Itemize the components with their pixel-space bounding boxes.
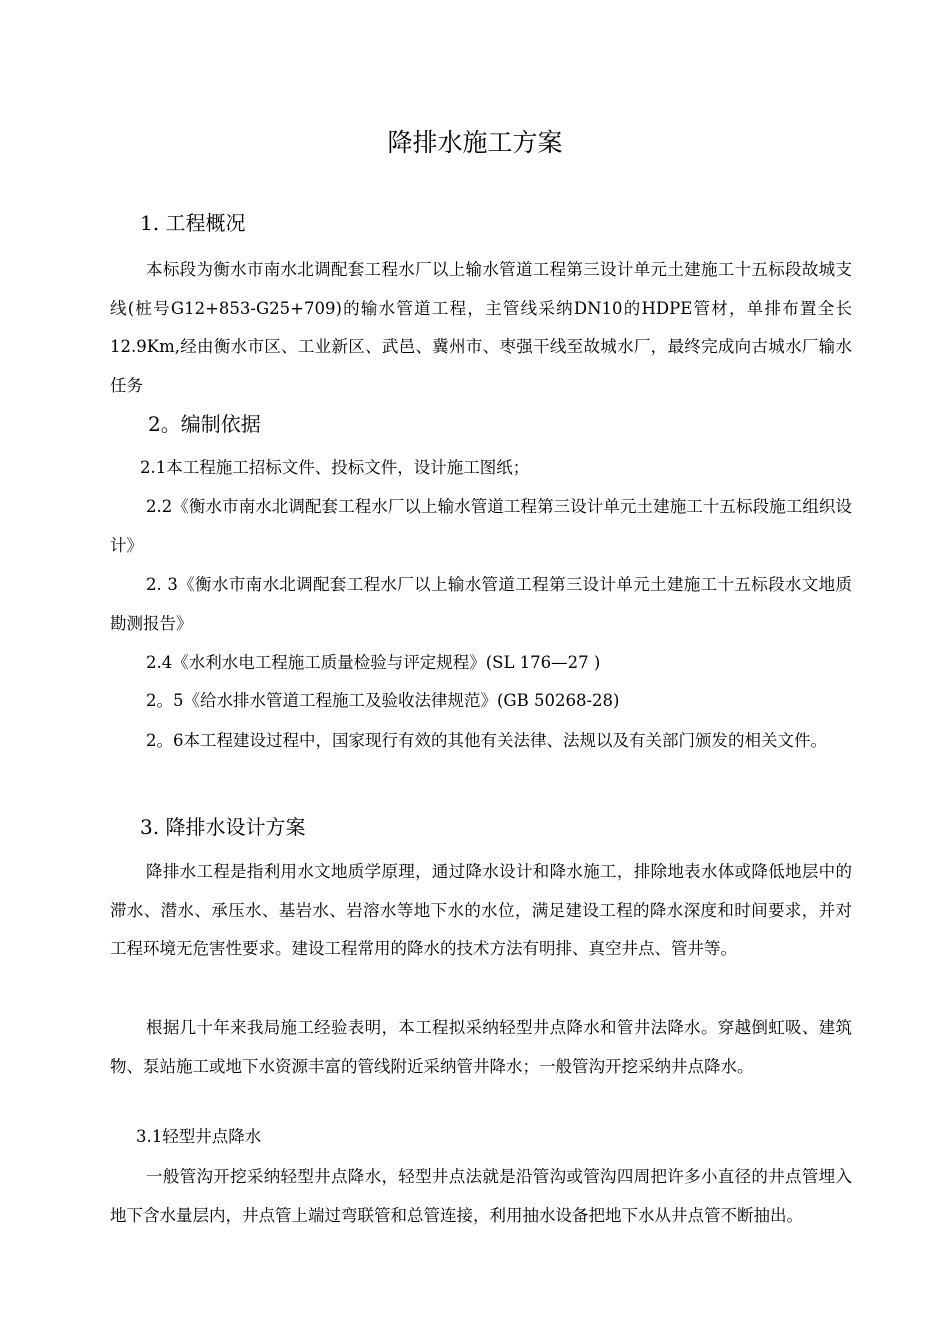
section-2-item-3: 2. 3《衡水市南水北调配套工程水厂以上输水管道工程第三设计单元土建施工十五标段水文地质勘测报告》 <box>110 575 852 633</box>
subsection-3-1-body: 一般管沟开挖采纳轻型井点降水，轻型井点法就是沿管沟或管沟四周把许多小直径的井点管埋入地下含水量层内，井点管上端过弯联管和总管连接，利用抽水设备把地下水从井点管不断抽出。 <box>110 1167 852 1225</box>
section-3-heading: 3. 降排水设计方案 <box>140 815 306 839</box>
section-1-heading: 1. 工程概况 <box>140 211 246 235</box>
section-2-item-4: 2.4《水利水电工程施工质量检验与评定规程》(SL 176—27 ) <box>146 653 601 672</box>
section-2-item-5: 2。5《给水排水管道工程施工及验收法律规范》(GB 50268-28) <box>146 691 620 710</box>
section-2-heading: 2。编制依据 <box>148 412 261 436</box>
section-3-paragraph-1: 降排水工程是指利用水文地质学原理，通过降水设计和降水施工，排除地表水体或降低地层中的滞水、潜水、承压水、基岩水、岩溶水等地下水的水位，满足建设工程的降水深度和时间要求，并对工程环境无危害性要求。建设工程常用的降水的技术方法有明排、真空井点、管井等。 <box>110 862 852 958</box>
section-3-paragraph-2: 根据几十年来我局施工经验表明，本工程拟采纳轻型井点降水和管井法降水。穿越倒虹吸、建筑物、泵站施工或地下水资源丰富的管线附近采纳管井降水；一般管沟开挖采纳井点降水。 <box>110 1018 852 1076</box>
document-title: 降排水施工方案 <box>387 128 563 157</box>
section-1-body: 本标段为衡水市南水北调配套工程水厂以上输水管道工程第三设计单元土建施工十五标段故城支线(桩号G12+853-G25+709)的输水管道工程，主管线采纳DN10的HDPE管材，单排布置全长12.9Km,经由衡水市区、工业新区、武邑、冀州市、枣强干线至故城水厂，最终完成向古城水厂输水任务 <box>110 260 852 395</box>
section-2-item-6: 2。6本工程建设过程中，国家现行有效的其他有关法律、法规以及有关部门颁发的相关文件。 <box>146 731 827 750</box>
subsection-3-1-heading: 3.1轻型井点降水 <box>136 1127 262 1146</box>
section-2-item-2: 2.2《衡水市南水北调配套工程水厂以上输水管道工程第三设计单元土建施工十五标段施工组织设计》 <box>110 497 852 555</box>
section-2-item-1: 2.1本工程施工招标文件、投标文件，设计施工图纸； <box>140 458 530 477</box>
